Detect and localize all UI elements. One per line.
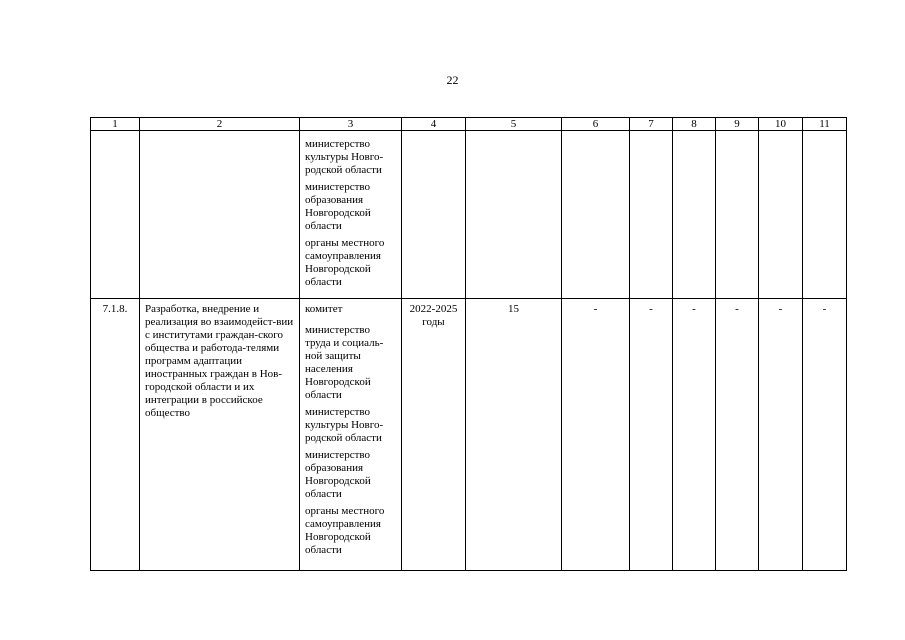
executor: органы местного самоуправления Новгородской области: [305, 237, 385, 288]
cell-col11: -: [803, 299, 847, 571]
cell-period: [402, 131, 466, 299]
cell-col8: -: [673, 299, 716, 571]
column-header: 7: [630, 118, 673, 131]
cell-col11: [803, 131, 847, 299]
cell-col5: [466, 131, 562, 299]
column-header: 1: [91, 118, 140, 131]
cell-executors: [300, 299, 402, 571]
cell-col9: [716, 131, 759, 299]
cell-col8: [673, 131, 716, 299]
cell-number: [91, 131, 140, 299]
executor: министерство труда и социаль-ной защиты населения Новгородской области: [305, 324, 384, 401]
column-header: 10: [759, 118, 803, 131]
table-row: [91, 299, 847, 571]
column-header: 2: [140, 118, 300, 131]
column-header: 4: [402, 118, 466, 131]
cell-number: 7.1.8.: [91, 299, 140, 571]
continuation-row: [91, 131, 847, 299]
measures-table: [90, 117, 847, 571]
executor: министерство образования Новгородской области: [305, 449, 371, 500]
column-header: 6: [562, 118, 630, 131]
column-header: 8: [673, 118, 716, 131]
column-header: 11: [803, 118, 847, 131]
cell-col10: -: [759, 299, 803, 571]
executor: органы местного самоуправления Новгородской области: [305, 505, 385, 556]
cell-col10: [759, 131, 803, 299]
column-header: 5: [466, 118, 562, 131]
executor: министерство культуры Новго-родской области: [305, 138, 384, 176]
cell-executors: [300, 131, 402, 299]
cell-col6: [562, 131, 630, 299]
column-header: 9: [716, 118, 759, 131]
column-header: 3: [300, 118, 402, 131]
page-number: 22: [446, 73, 459, 87]
executor: комитет: [305, 303, 343, 315]
cell-description: Разработка, внедрение и реализация во взаимодейст-вии с институтами граждан-ского общества и работода-телями программ адаптации иностранных граждан в Нов-городской области и их интеграции в российское общество: [140, 299, 300, 571]
cell-period: 2022-2025 годы: [402, 299, 466, 571]
cell-col6: -: [562, 299, 630, 571]
cell-col9: -: [716, 299, 759, 571]
cell-col7: [630, 131, 673, 299]
cell-col7: -: [630, 299, 673, 571]
executor: министерство образования Новгородской области: [305, 181, 371, 232]
column-number-row: [91, 118, 847, 131]
cell-description: [140, 131, 300, 299]
cell-col5: 15: [466, 299, 562, 571]
executor: министерство культуры Новго-родской области: [305, 406, 384, 444]
